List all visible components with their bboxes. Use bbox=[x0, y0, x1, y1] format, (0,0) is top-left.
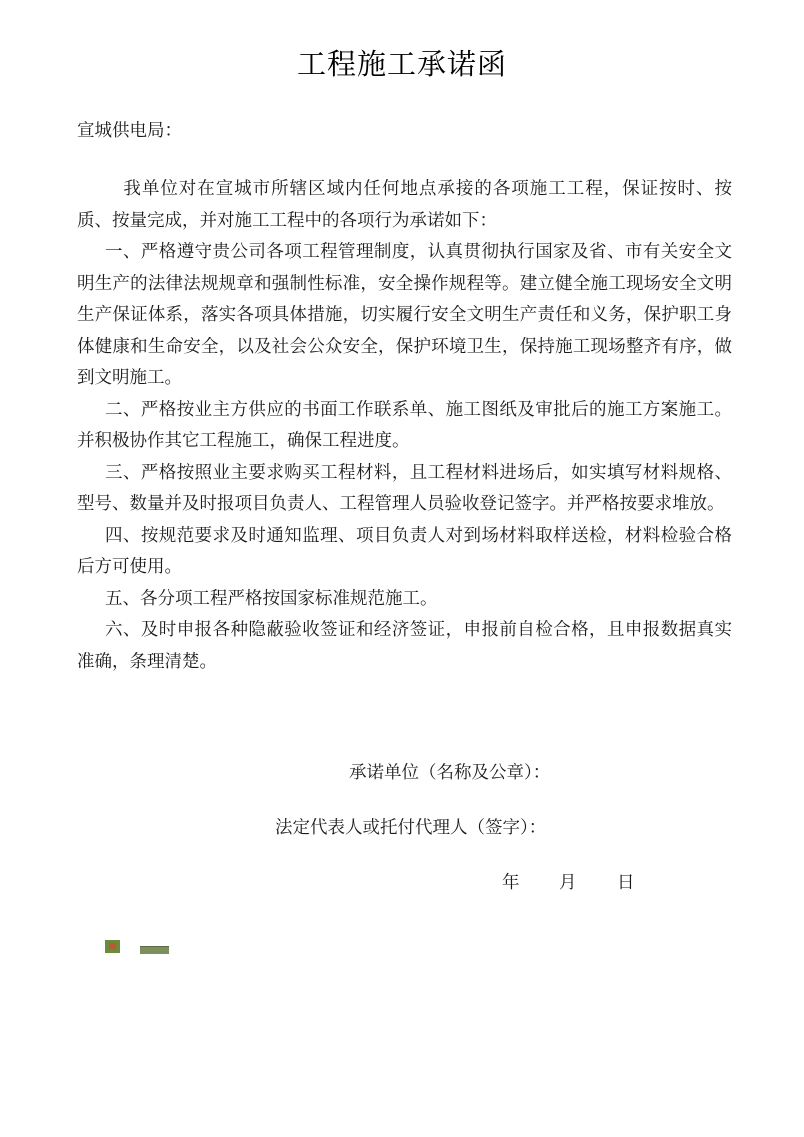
document-body bbox=[77, 174, 732, 678]
commitment-item-4: 四、按规范要求及时通知监理、项目负责人对到场材料取样送检，材料检验合格后方可使用。 bbox=[77, 525, 732, 577]
signature-representative-label: 法定代表人或托付代理人（签字）： bbox=[275, 818, 547, 838]
intro-paragraph: 我单位对在宣城市所辖区域内任何地点承接的各项施工工程，保证按时、按质、按量完成，并对施工工程中的各项行为承诺如下： bbox=[77, 179, 732, 231]
signature-unit-label: 承诺单位（名称及公章）： bbox=[349, 763, 551, 783]
commitment-item-1: 一、严格遵守贵公司各项工程管理制度，认真贯彻执行国家及省、市有关安全文明生产的法律法规规章和强制性标准，安全操作规程等。建立健全施工现场安全文明生产保证体系，落实各项具体措施，切实履行安全文明生产责任和义务，保护职工身体健康和生命安全，以及社会公众安全，保护环境卫生，保持施工现场整齐有序，做到文明施工。 bbox=[77, 242, 732, 388]
commitment-item-5: 五、各分项工程严格按国家标准规范施工。 bbox=[105, 588, 438, 609]
date-year-label: 年 bbox=[502, 873, 520, 893]
small-image-strip bbox=[140, 946, 169, 954]
commitment-item-3: 三、严格按照业主要求购买工程材料，且工程材料进场后，如实填写材料规格、型号、数量并及时报项目负责人、工程管理人员验收登记签字。并严格按要求堆放。 bbox=[77, 462, 732, 514]
document-title: 工程施工承诺函 bbox=[296, 47, 507, 81]
commitment-item-6: 六、及时申报各种隐蔽验收签证和经济签证，申报前自检合格，且申报数据真实准确，条理清楚。 bbox=[77, 620, 732, 672]
small-image-mark bbox=[105, 940, 120, 953]
addressee: 宣城供电局： bbox=[77, 121, 182, 141]
commitment-item-2: 二、严格按业主方供应的书面工作联系单、施工图纸及审批后的施工方案施工。并积极协作其它工程施工，确保工程进度。 bbox=[77, 399, 732, 451]
date-month-label: 月 bbox=[559, 873, 577, 893]
date-day-label: 日 bbox=[617, 873, 635, 893]
